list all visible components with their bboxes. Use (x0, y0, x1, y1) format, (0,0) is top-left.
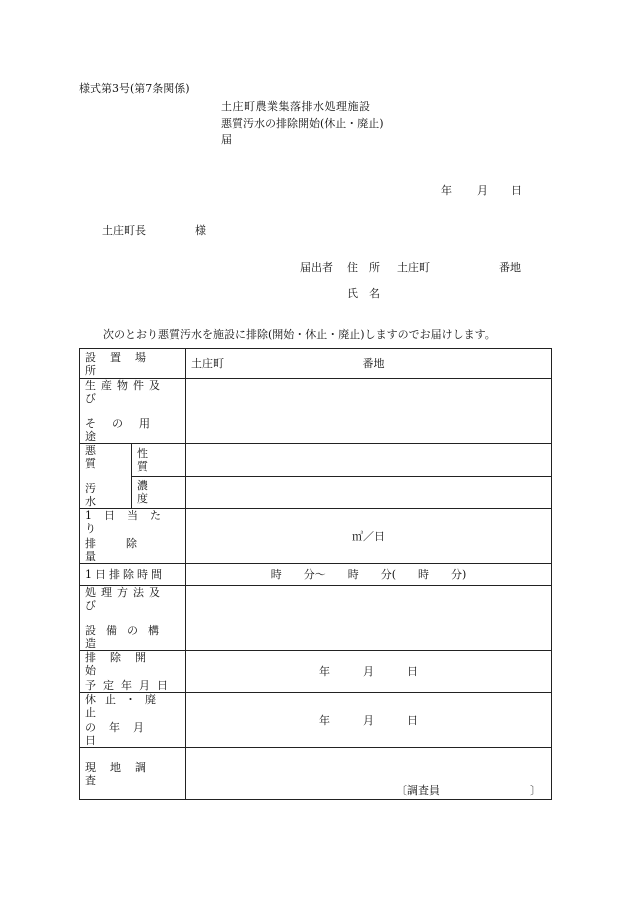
sewage-concentration-value-cell[interactable] (186, 476, 552, 509)
title-line-1: 土庄町農業集落排水処理施設 (221, 100, 371, 113)
sewage-label-line-2: 汚水 (85, 482, 114, 508)
location-town: 土庄町 (191, 357, 224, 370)
location-label-cell (80, 349, 186, 379)
products-label-cell (80, 379, 186, 444)
applicant-address-suffix: 番地 (499, 261, 521, 274)
notification-table (79, 348, 552, 800)
location-label: 設置場所 (85, 350, 160, 377)
start-date-label-cell (80, 651, 186, 693)
survey-label: 現地調査 (85, 760, 160, 787)
sewage-property-label-cell (132, 444, 186, 477)
stop-date-value: 年 月 日 (319, 713, 418, 727)
start-date-label-line-1: 排除開始 (85, 651, 160, 677)
daily-volume-label-line-2: 排除量 (85, 537, 167, 563)
daily-hours-label-cell (80, 564, 186, 586)
applicant-address-town: 土庄町 (397, 261, 430, 274)
start-date-label-line-2: 予定年月日 (85, 679, 175, 692)
row-survey (80, 748, 552, 800)
daily-volume-value-cell[interactable] (186, 509, 552, 564)
stop-date-label-line-1: 休止・廃止 (85, 693, 165, 719)
treatment-label-line-2: 設備の構造 (85, 624, 169, 650)
stop-date-value-cell[interactable] (186, 693, 552, 748)
products-value-cell[interactable] (186, 379, 552, 444)
treatment-label-line-1: 処理方法及び (85, 586, 165, 612)
survey-inspector-open: 〔調査員 (396, 784, 440, 797)
treatment-label-cell (80, 586, 186, 651)
location-suffix: 番地 (362, 357, 385, 370)
date-day: 日 (511, 184, 522, 197)
date-year: 年 (441, 184, 452, 197)
form-number: 様式第3号(第7条関係) (79, 82, 190, 95)
title-line-2: 悪質汚水の排除開始(休止・廃止) (221, 117, 384, 130)
sewage-property-label: 性質 (137, 446, 162, 473)
date-month: 月 (477, 184, 488, 197)
products-label-line-2: その用途 (85, 417, 166, 443)
sewage-property-value-cell[interactable] (186, 444, 552, 477)
row-location (80, 349, 552, 379)
survey-label-cell (80, 748, 186, 800)
start-date-value-cell[interactable] (186, 651, 552, 693)
row-daily-volume (80, 509, 552, 564)
sewage-concentration-label: 濃度 (137, 479, 162, 506)
title-line-3: 届 (221, 133, 232, 146)
addressee-honorific: 様 (195, 224, 206, 237)
daily-volume-label-line-1: 1日当たり (85, 509, 173, 535)
stop-date-label-line-2: の年月日 (85, 721, 157, 747)
applicant-address-label: 住 所 (347, 261, 380, 274)
products-label-line-1: 生産物件及び (85, 379, 165, 405)
addressee-name: 土庄町長 (102, 224, 146, 237)
location-value-cell[interactable] (186, 349, 552, 379)
row-sewage-concentration (80, 476, 552, 509)
stop-date-label-cell (80, 693, 186, 748)
row-start-date (80, 651, 552, 693)
start-date-value: 年 月 日 (319, 665, 418, 678)
survey-inspector-close: 〕 (530, 784, 541, 797)
daily-hours-value-cell[interactable] (186, 564, 552, 586)
intro-text: 次のとおり悪質汚水を施設に排除(開始・休止・廃止)しますのでお届けします。 (103, 328, 496, 341)
row-sewage-property (80, 444, 552, 477)
applicant-label: 届出者 (300, 261, 333, 274)
daily-volume-label-cell (80, 509, 186, 564)
sewage-concentration-label-cell (132, 476, 186, 509)
sewage-label-cell (80, 444, 132, 509)
daily-hours-value: 時 分～ 時 分( 時 分) (270, 568, 467, 581)
daily-hours-label: 1日排除時間 (85, 568, 165, 581)
row-products (80, 379, 552, 444)
row-treatment (80, 586, 552, 651)
row-daily-hours (80, 564, 552, 586)
daily-volume-unit: ㎥／日 (352, 529, 385, 543)
treatment-value-cell[interactable] (186, 586, 552, 651)
survey-value-cell[interactable] (186, 748, 552, 800)
sewage-label-line-1: 悪質 (85, 444, 114, 470)
applicant-name-label: 氏 名 (347, 287, 380, 300)
row-stop-date (80, 693, 552, 748)
